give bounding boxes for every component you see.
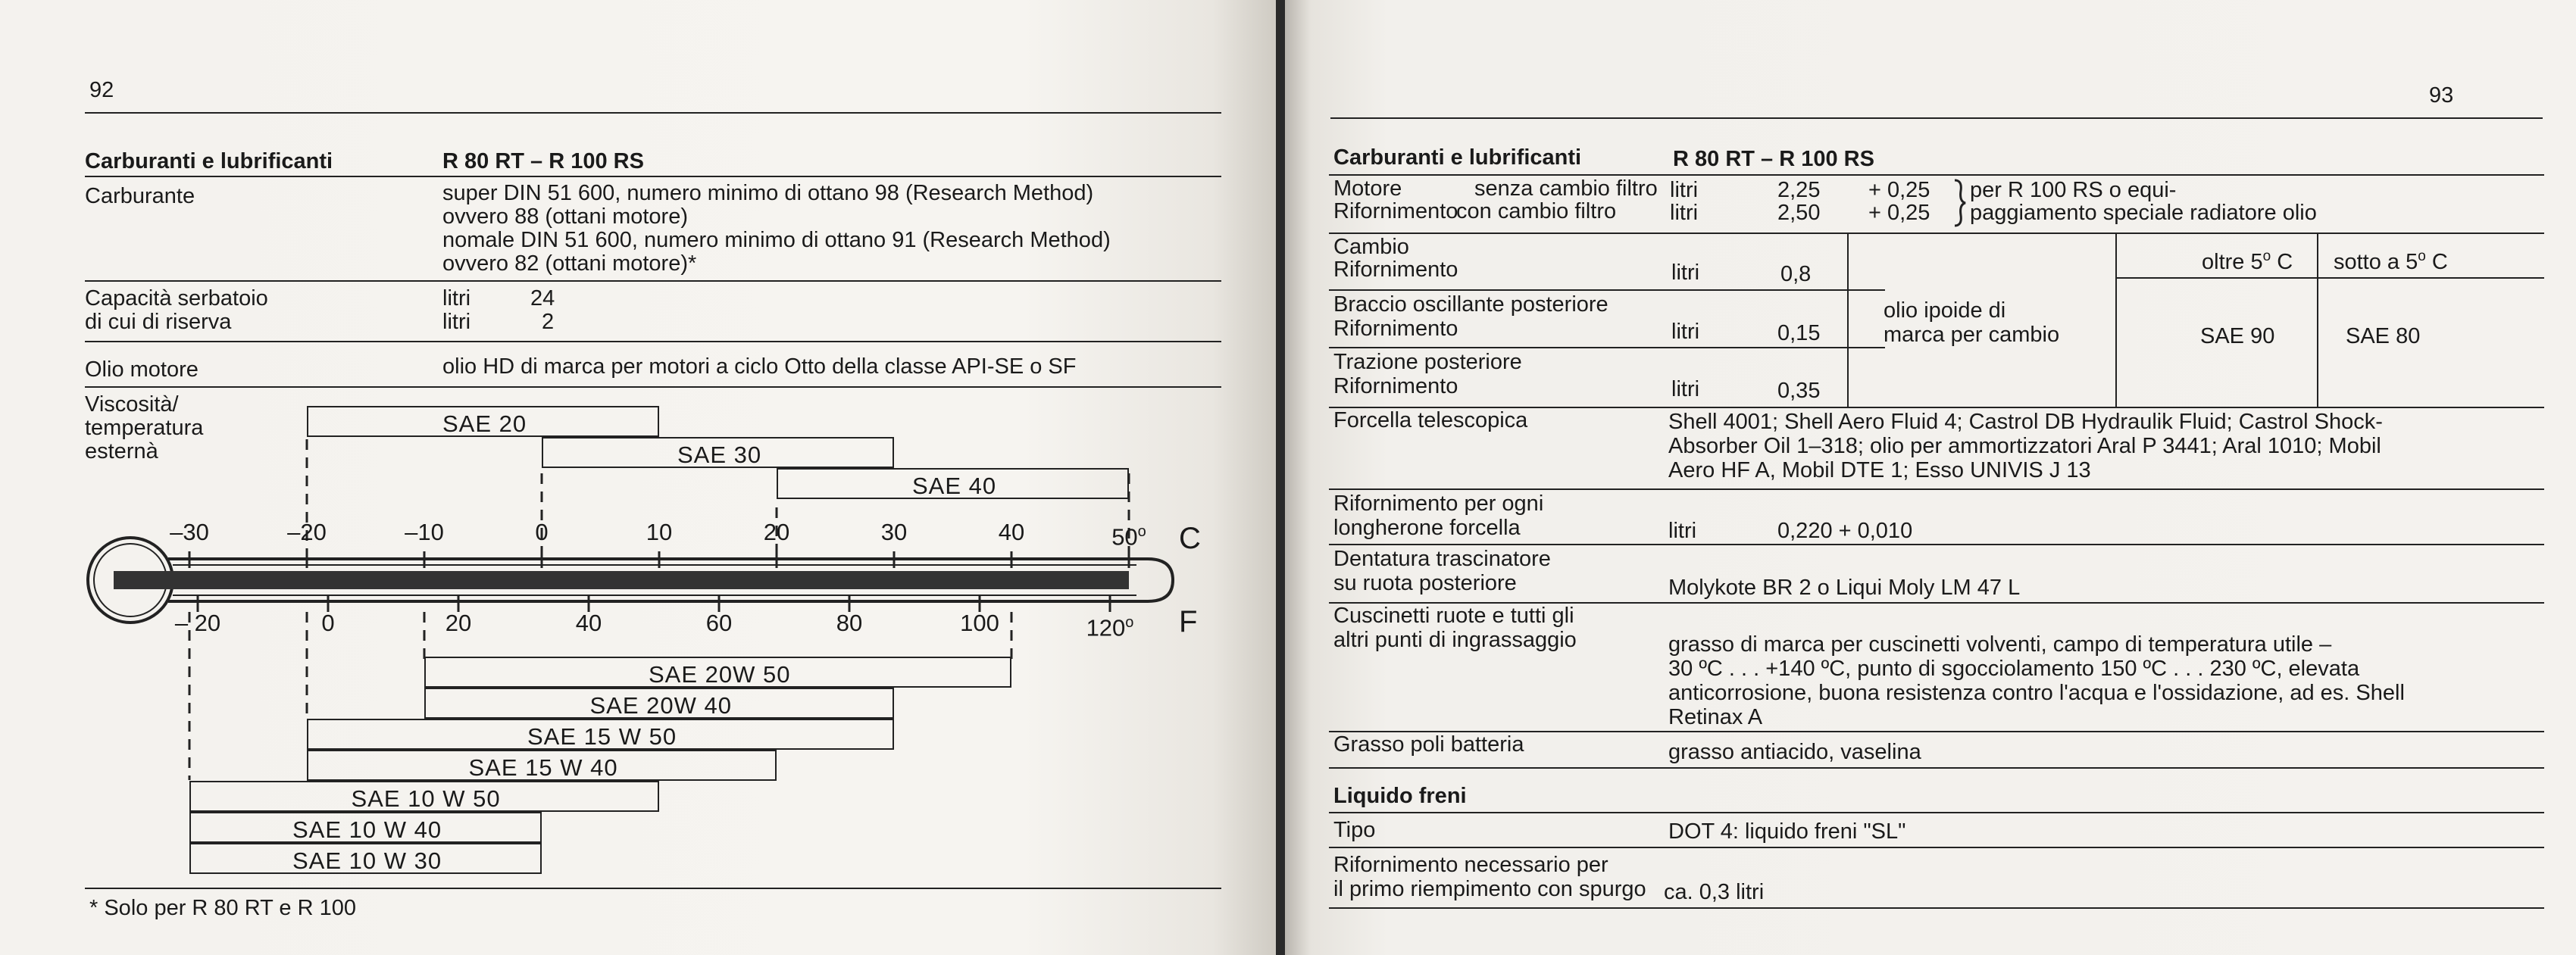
divider [1330, 117, 2543, 119]
gearbox-value: 0,8 [1780, 262, 1812, 286]
bearings-line: Retinax A [1668, 705, 1763, 729]
fork-line: Absorber Oil 1–318; olio per ammortizzatori Aral P 3441; Aral 1010; Mobil [1668, 434, 2381, 458]
brake-type-label: Tipo [1333, 818, 1376, 842]
rear-drive-label: Trazione posteriore [1333, 350, 1522, 374]
degree-sign: o [1125, 614, 1134, 631]
fuel-line: ovvero 82 (ottani motore)* [442, 251, 697, 276]
fahrenheit-tick-label: 40 [575, 610, 602, 636]
viscosity-bar [307, 719, 894, 750]
bearings-line: grasso di marca per cuscinetti volventi, campo di temperatura utile – [1668, 632, 2332, 657]
engine-unit: litri [1670, 201, 1699, 225]
viscosity-bar-label: SAE 40 [912, 473, 997, 499]
brake-type-value: DOT 4: liquido freni "SL" [1668, 819, 1906, 844]
fork-fill-unit: litri [1668, 519, 1697, 543]
rear-drive-fill-label: Rifornimento [1333, 374, 1458, 398]
engine-fill-label: Rifornimento [1333, 199, 1458, 223]
celsius-tick-label: 10 [646, 519, 673, 545]
viscosity-bar [307, 750, 777, 781]
bearings-label: altri punti di ingrassaggio [1333, 628, 1577, 652]
engine-extra: + 0,25 [1868, 178, 1930, 202]
page-number: 93 [2429, 83, 2454, 108]
battery-value: grasso antiacido, vaselina [1668, 740, 1921, 764]
divider [1329, 847, 2544, 848]
temp-above-header: oltre 5$^o$ C [2202, 248, 2293, 274]
divider [1329, 812, 2544, 813]
engine-note: per R 100 RS o equi- [1970, 178, 2177, 202]
divider [1329, 488, 2544, 490]
mercury-column [114, 571, 1129, 589]
model-title: R 80 RT – R 100 RS [1673, 147, 1874, 171]
swingarm-fill-label: Rifornimento [1333, 317, 1458, 341]
fahrenheit-tick-label: 80 [836, 610, 863, 636]
celsius-unit: C [1179, 522, 1201, 555]
section-title: Carburanti e lubrificanti [1333, 145, 1582, 170]
celsius-tick-label: 20 [763, 519, 790, 545]
celsius-tick-label: 0 [535, 519, 549, 545]
divider [85, 888, 1221, 889]
divider [2317, 233, 2318, 407]
divider [2115, 233, 2117, 407]
engine-value: 2,50 [1777, 201, 1821, 225]
swingarm-unit: litri [1671, 320, 1700, 344]
brake-fill-value: ca. 0,3 litri [1664, 880, 1765, 904]
viscosity-bar-label: SAE 20 [442, 410, 527, 437]
celsius-tick-label: –30 [170, 519, 209, 545]
fork-line: Shell 4001; Shell Aero Fluid 4; Castrol DB Hydraulik Fluid; Castrol Shock- [1668, 410, 2383, 434]
viscosity-bar [189, 781, 659, 812]
divider [1329, 767, 2544, 769]
engine-sublabel: con cambio filtro [1456, 199, 1617, 223]
reserve-label: di cui di riserva [85, 310, 232, 334]
fahrenheit-tick-label: 20 [445, 610, 472, 636]
rear-drive-value: 0,35 [1777, 379, 1821, 403]
celsius-tick-label: –10 [405, 519, 444, 545]
degree-sign: o [1137, 523, 1146, 540]
engine-sublabel: senza cambio filtro [1474, 176, 1658, 201]
fahrenheit-unit: F [1179, 605, 1198, 638]
engine-oil-value: olio HD di marca per motori a ciclo Otto della classe API-SE o SF [442, 354, 1077, 379]
section-title: Carburanti e lubrificanti [85, 149, 333, 173]
viscosity-bar [424, 657, 1011, 688]
bearings-line: anticorrosione, buona resistenza contro l'acqua e l'ossidazione, ad es. Shell [1668, 681, 2405, 705]
celsius-tick-label: 30 [880, 519, 908, 545]
right-page [1285, 0, 2576, 955]
reserve-value: 2 [542, 310, 555, 334]
fuel-label: Carburante [85, 184, 195, 208]
fahrenheit-tick-label: 60 [705, 610, 733, 636]
engine-unit: litri [1670, 178, 1699, 202]
swingarm-value: 0,15 [1777, 321, 1821, 345]
engine-label: Motore [1333, 176, 1402, 201]
divider [1329, 907, 2544, 909]
fuel-line: ovvero 88 (ottani motore) [442, 204, 688, 229]
celsius-tick-label: –20 [287, 519, 327, 545]
brace-icon [1952, 179, 1968, 227]
footnote: * Solo per R 80 RT e R 100 [89, 896, 356, 920]
viscosity-bar-label: SAE 20W 50 [649, 661, 791, 688]
temp-below-header: sotto a 5$^o$ C [2334, 248, 2448, 274]
gearbox-unit: litri [1671, 261, 1700, 285]
viscosity-bar-label: SAE 10 W 30 [292, 847, 442, 874]
viscosity-label: temperatura [85, 416, 204, 440]
final-drive-label: su ruota posteriore [1333, 571, 1517, 595]
fork-line: Aero HF A, Mobil DTE 1; Esso UNIVIS J 13 [1668, 458, 2091, 482]
sae-above: SAE 90 [2200, 324, 2275, 348]
viscosity-bar-label: SAE 20W 40 [589, 692, 732, 719]
brake-title: Liquido freni [1333, 784, 1467, 808]
rear-drive-unit: litri [1671, 377, 1700, 401]
swingarm-label: Braccio oscillante posteriore [1333, 292, 1608, 317]
bearings-line: 30 ºC . . . +140 ºC, punto di sgocciolamento 150 ºC . . . 230 ºC, elevata [1668, 657, 2360, 681]
bearings-label: Cuscinetti ruote e tutti gli [1333, 604, 1574, 628]
viscosity-label: esternà [85, 439, 158, 463]
hypoid-oil: marca per cambio [1884, 323, 2060, 347]
viscosity-bar [542, 437, 894, 468]
viscosity-chart [0, 0, 1276, 955]
fuel-line: nomale DIN 51 600, numero minimo di ottano 91 (Research Method) [442, 228, 1111, 252]
viscosity-bar [189, 843, 542, 874]
brake-fill-label: Rifornimento necessario per [1333, 853, 1608, 877]
tank-value: 24 [530, 286, 555, 311]
battery-label: Grasso poli batteria [1333, 732, 1524, 757]
tank-label: Capacità serbatoio [85, 286, 268, 311]
left-page [0, 0, 1276, 955]
viscosity-bar [777, 468, 1129, 499]
fahrenheit-tick-label: 100 [960, 610, 999, 636]
final-drive-value: Molykote BR 2 o Liqui Moly LM 47 L [1668, 576, 2021, 600]
model-title: R 80 RT – R 100 RS [442, 149, 644, 173]
divider [1329, 347, 1885, 348]
viscosity-bar [307, 406, 659, 437]
celsius-tick-label: 50$^o$ [1111, 523, 1146, 551]
page-number: 92 [89, 78, 114, 102]
fahrenheit-tick-label: – 20 [174, 610, 221, 636]
viscosity-bar-label: SAE 10 W 40 [292, 816, 442, 843]
viscosity-bar-label: SAE 15 W 50 [527, 723, 677, 750]
divider [1329, 233, 2544, 234]
fahrenheit-tick-label: 0 [321, 610, 335, 636]
viscosity-bar-label: SAE 15 W 40 [468, 754, 618, 781]
fahrenheit-tick-label: 120$^o$ [1086, 614, 1134, 641]
divider [1847, 233, 1849, 407]
divider [1329, 544, 2544, 545]
viscosity-bar-label: SAE 10 W 50 [351, 785, 501, 812]
divider [1329, 174, 2544, 176]
engine-oil-label: Olio motore [85, 357, 199, 382]
gearbox-label: Cambio [1333, 235, 1409, 259]
viscosity-label: Viscosità/ [85, 392, 179, 417]
viscosity-bar [189, 812, 542, 843]
fork-fill-label: Rifornimento per ogni [1333, 492, 1544, 516]
sae-below: SAE 80 [2346, 324, 2421, 348]
gearbox-fill-label: Rifornimento [1333, 257, 1458, 282]
viscosity-bar-label: SAE 30 [677, 442, 762, 468]
brake-fill-label: il primo riempimento con spurgo [1333, 877, 1646, 901]
fork-label: Forcella telescopica [1333, 408, 1528, 432]
fuel-line: super DIN 51 600, numero minimo di ottano 98 (Research Method) [442, 181, 1094, 205]
celsius-tick-label: 40 [998, 519, 1025, 545]
viscosity-bar [424, 688, 894, 719]
reserve-unit: litri [442, 310, 471, 334]
fork-fill-value: 0,220 + 0,010 [1777, 519, 1913, 543]
tank-unit: litri [442, 286, 471, 311]
engine-note: paggiamento speciale radiatore olio [1970, 201, 2317, 225]
hypoid-oil: olio ipoide di [1884, 298, 2006, 323]
fork-fill-label: longherone forcella [1333, 516, 1521, 540]
divider [2115, 277, 2544, 279]
final-drive-label: Dentatura trascinatore [1333, 547, 1551, 571]
engine-value: 2,25 [1777, 178, 1821, 202]
divider [1329, 289, 1885, 291]
engine-extra: + 0,25 [1868, 201, 1930, 225]
